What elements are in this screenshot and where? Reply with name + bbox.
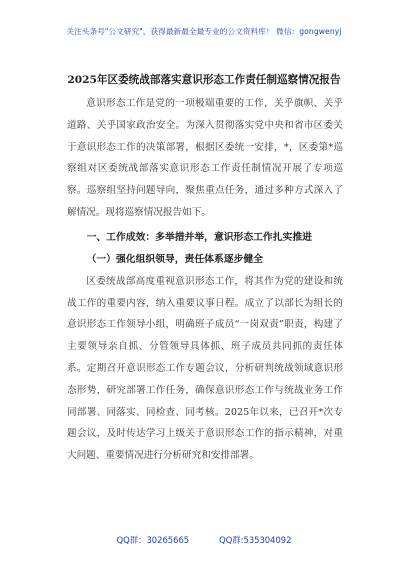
subsection-heading: （一）强化组织领导，责任体系逐步健全: [86, 253, 263, 265]
subsection-paragraph: 区委统战部高度重视意识形态工作，将其作为党的建设和统战工作的重要内容，纳入重要议事日程。成立了以部长为组长的意识形态工作领导小组，明确班子成员“一岗双责”职责，构建了主要领导亲自抓、分管领导具体抓、班子成员共同抓的责任体系。定期召开意识形态工作专题会议，分析研判统战领域意识形态形势，研究部署工作任务，确保意识形态工作与统战业务工作同部署、同落实、同检查、同考核。2025年以来，已召开*次专题会议，及时传达学习上级关于意识形态工作的指示精神，对重大问题、重要情况进行分析研究和安排部署。: [67, 275, 343, 462]
intro-paragraph: 意识形态工作是党的一项极端重要的工作，关乎旗帜、关乎道路、关乎国家政治安全。为深入贯彻落实党中央和省市区委关于意识形态工作的决策部署，根据区委统一安排，*，区委第*巡察组对区委统战部落实意识形态工作责任制情况开展了专项巡察。巡察组坚持问题导向，聚焦重点任务，通过多种方式深入了解情况。现将巡察情况报告如下。: [67, 98, 343, 218]
document-body: [67, 93, 343, 467]
section-heading: 一、工作成效：多举措并举，意识形态工作扎实推进: [86, 231, 312, 243]
header-promo-text: 关注头条号"公文研究"，获得最新最全最专业的公文资料库！ 微信：gongwenyj: [66, 27, 342, 36]
qq-group-1: QQ群：30265665: [116, 535, 190, 545]
document-title: 2025年区委统战部落实意识形态工作责任制巡察情况报告: [67, 74, 341, 86]
footer-contact: [0, 534, 408, 546]
qq-group-2: QQ群:535304092: [219, 535, 292, 545]
